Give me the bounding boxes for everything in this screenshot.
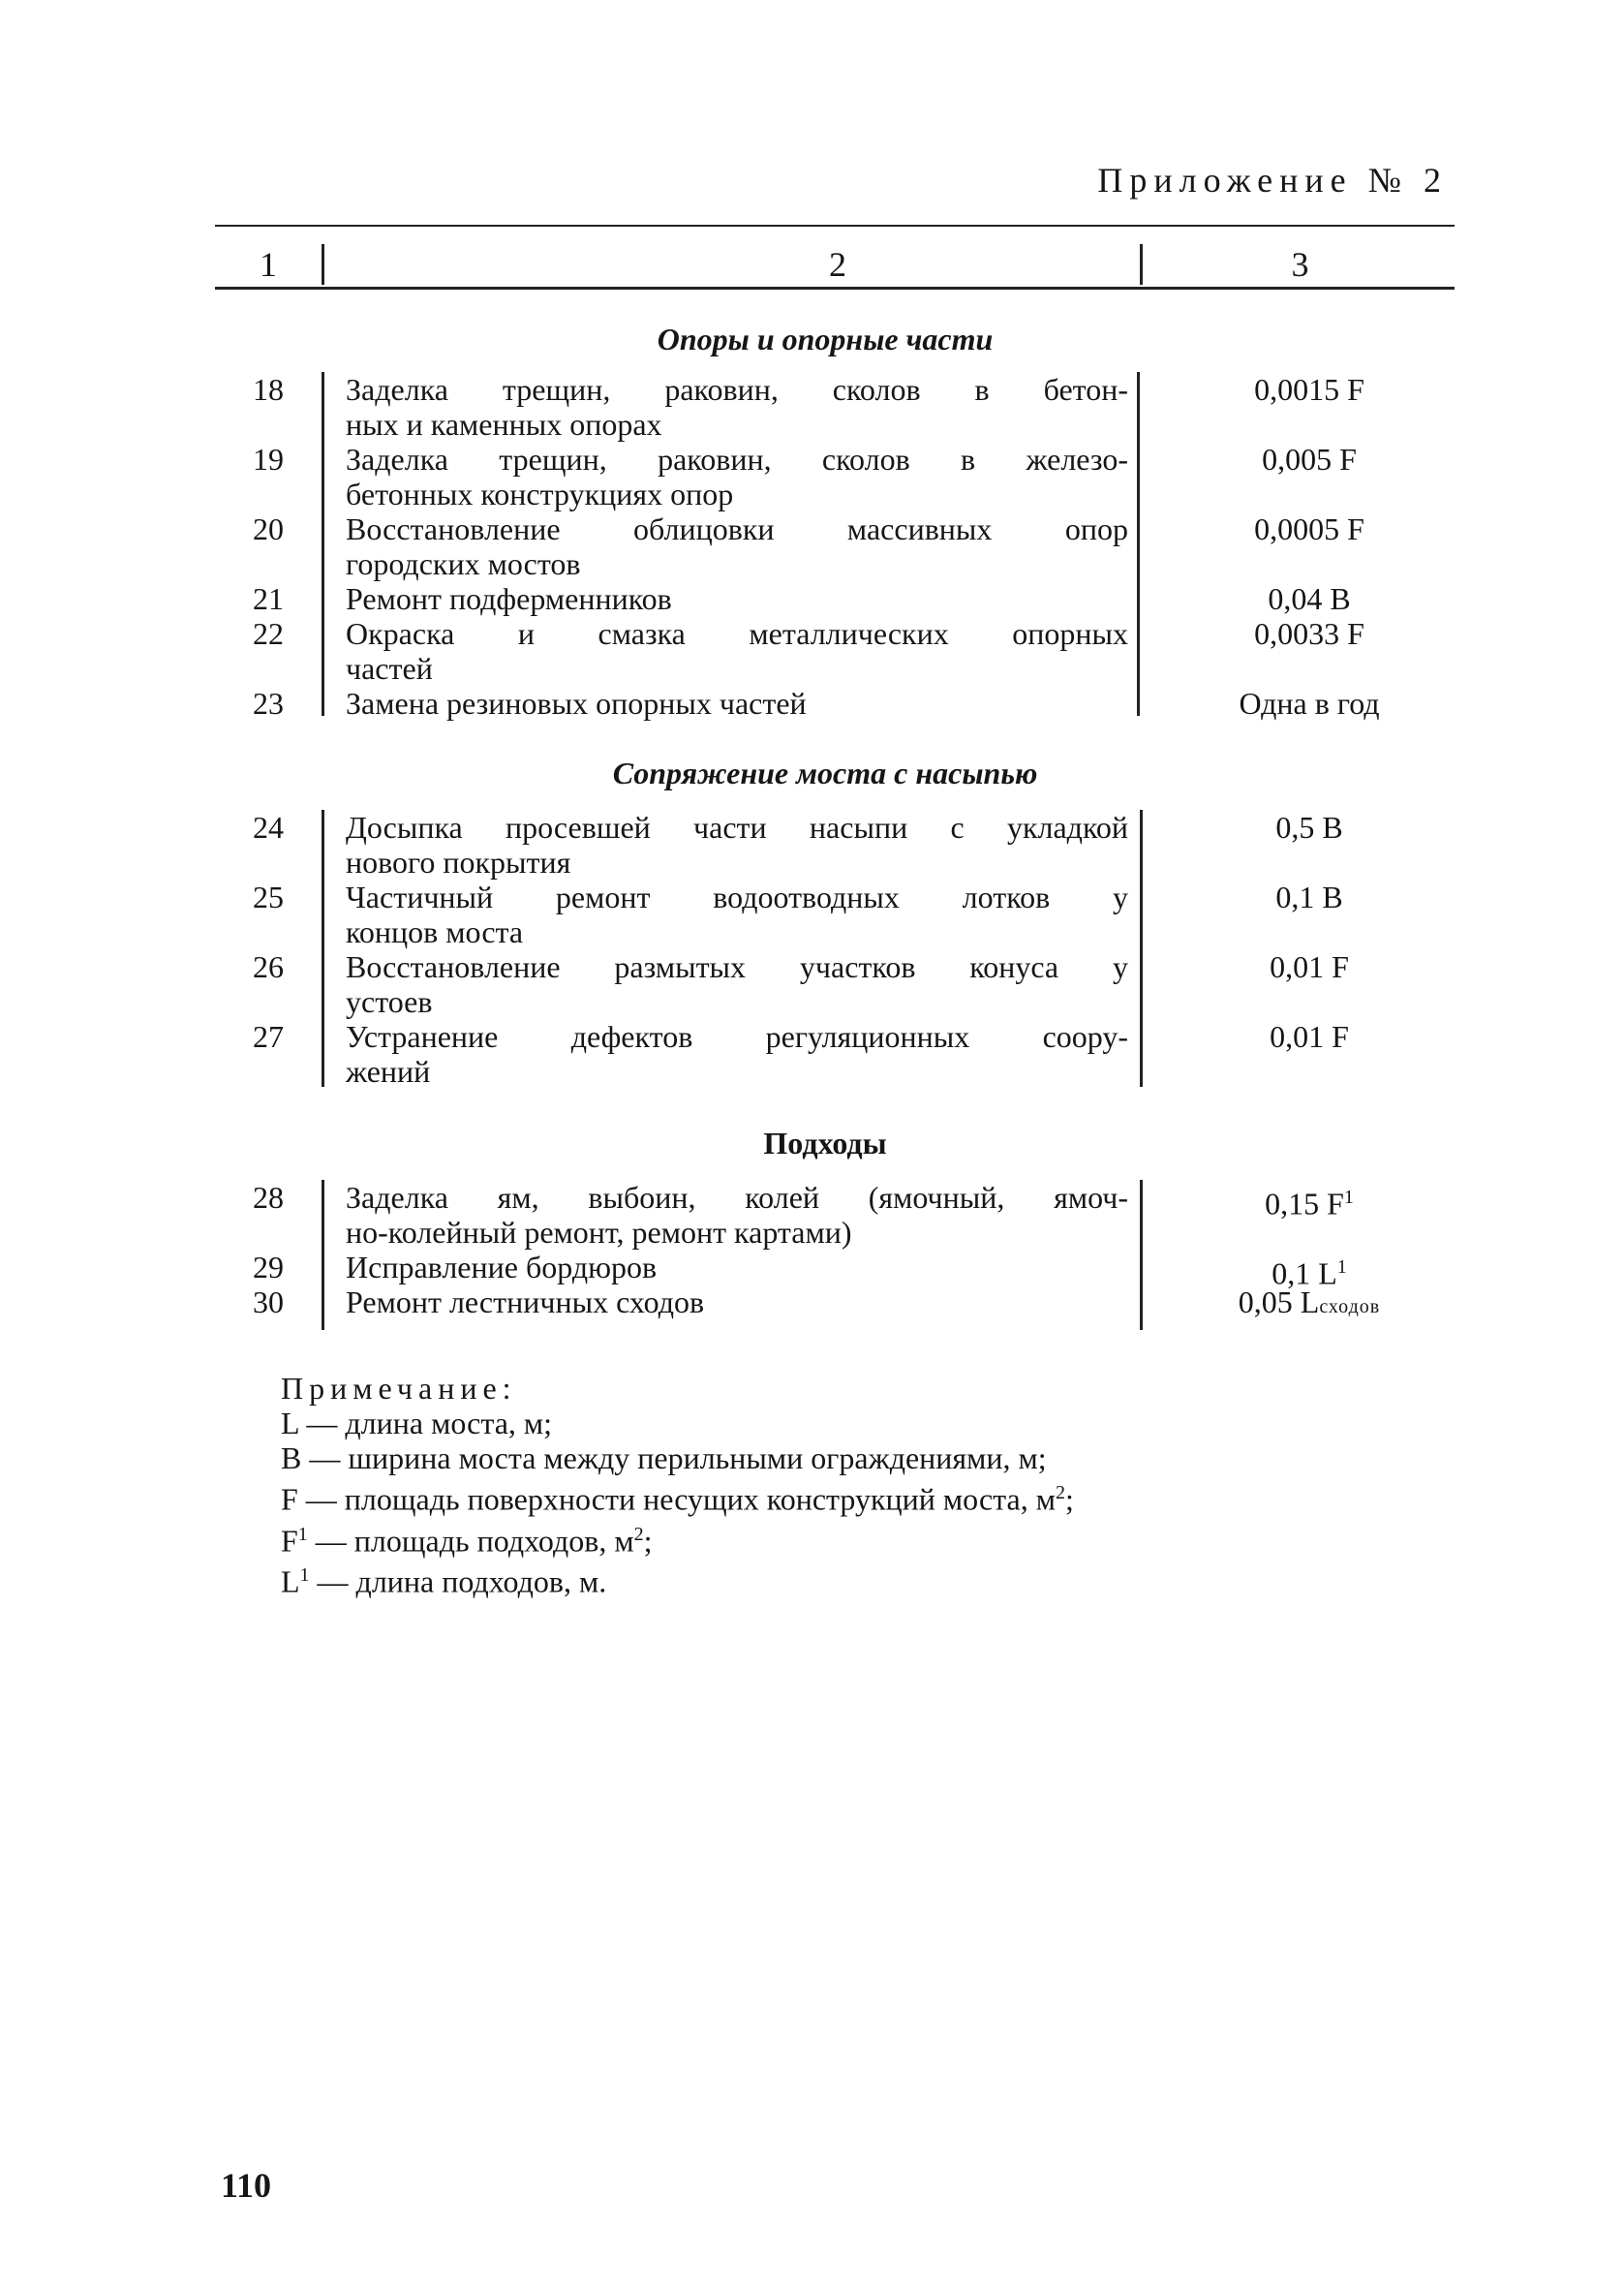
note-tail-superscript: 2 (1055, 1482, 1065, 1503)
column-header-1: 1 (215, 244, 324, 285)
note-symbol-superscript: 1 (299, 1564, 310, 1587)
row-value (1183, 1180, 1435, 1222)
row-value: 0,0005 F (1254, 511, 1364, 546)
row-value (1183, 1284, 1435, 1324)
row-number: 20 (253, 511, 284, 546)
note-item (281, 1517, 1074, 1559)
row-number: 21 (253, 581, 284, 616)
value-superscript: 1 (1336, 1256, 1347, 1278)
row-number: 28 (253, 1180, 284, 1215)
row-value: 0,005 F (1262, 442, 1357, 477)
column-divider-left (322, 1180, 324, 1330)
row-description: Исправление бордюров (346, 1250, 658, 1284)
page-header: Приложение № 2 (1097, 161, 1448, 200)
column-header-2: 2 (829, 245, 846, 284)
column-divider-right (1140, 1180, 1143, 1330)
row-description: Устранение дефектов регуляционных соору- (346, 1019, 1128, 1054)
row-number: 26 (253, 949, 284, 984)
notes-title: Примечание: (281, 1371, 517, 1406)
row-description-cont: нового покрытия (346, 845, 571, 880)
row-description: Восстановление размытых участков конуса у (346, 949, 1128, 984)
note-text: — площадь подходов, м (307, 1523, 634, 1559)
row-number: 27 (253, 1019, 284, 1054)
row-value: 0,01 F (1270, 1019, 1349, 1054)
note-text: — ширина моста между перильными ограждениями, м; (301, 1440, 1047, 1475)
column-divider-left (322, 810, 324, 1087)
row-description-cont: частей (346, 651, 433, 686)
row-description-cont: жений (346, 1054, 431, 1089)
table-column-header (215, 242, 1455, 290)
section-title: Опоры и опорные части (657, 322, 994, 356)
notes (281, 1371, 1074, 1599)
row-description-cont: ных и каменных опорах (346, 407, 662, 442)
section-title: Подходы (763, 1126, 887, 1160)
note-tail: ; (643, 1523, 653, 1559)
value-superscript: 1 (1343, 1187, 1354, 1208)
note-text: — длина подходов, м. (309, 1563, 607, 1599)
note-symbol: B (281, 1440, 302, 1475)
row-value: 0,04 B (1268, 581, 1351, 616)
note-text: — площадь поверхности несущих конструкций моста, м (297, 1481, 1056, 1517)
row-number: 29 (253, 1250, 284, 1284)
column-divider-right (1137, 372, 1140, 716)
row-value: Одна в год (1239, 686, 1380, 721)
row-number: 18 (253, 372, 284, 407)
column-header-3: 3 (1140, 244, 1457, 285)
note-item (281, 1558, 1074, 1599)
row-description: Частичный ремонт водоотводных лотков у (346, 880, 1128, 914)
value-text: 0,05 L (1238, 1284, 1320, 1319)
column-divider-right (1140, 810, 1143, 1087)
row-description: Заделка трещин, раковин, сколов в бетон- (346, 372, 1128, 407)
column-divider-left (322, 372, 324, 716)
row-description-cont: бетонных конструкциях опор (346, 477, 734, 511)
row-description: Ремонт подферменников (346, 581, 672, 616)
note-text: — длина моста, м; (298, 1406, 553, 1440)
row-number: 19 (253, 442, 284, 477)
value-subscript: сходов (1319, 1296, 1381, 1317)
table-top-rule (215, 225, 1455, 227)
row-value: 0,1 B (1275, 880, 1343, 914)
row-number: 23 (253, 686, 284, 721)
row-number: 25 (253, 880, 284, 914)
row-number: 22 (253, 616, 284, 651)
value-text: 0,1 L (1272, 1255, 1337, 1291)
page-number: 110 (221, 2166, 272, 2205)
note-tail-superscript: 2 (633, 1523, 644, 1545)
row-description: Досыпка просевшей части насыпи с укладкой (346, 810, 1128, 845)
row-description-cont: концов моста (346, 914, 524, 949)
row-description-cont: устоев (346, 984, 433, 1019)
row-description: Восстановление облицовки массивных опор (346, 511, 1128, 546)
note-symbol: L (281, 1563, 300, 1599)
row-value: 0,5 B (1275, 810, 1343, 845)
note-item (281, 1475, 1074, 1517)
section-title: Сопряжение моста с насыпью (612, 756, 1038, 790)
note-symbol: F (281, 1481, 298, 1517)
row-value: 0,0033 F (1254, 616, 1364, 651)
row-description: Замена резиновых опорных частей (346, 686, 807, 721)
row-description: Окраска и смазка металлических опорных (346, 616, 1128, 651)
note-item (281, 1440, 1074, 1475)
row-value: 0,0015 F (1254, 372, 1364, 407)
row-description-cont: городских мостов (346, 546, 581, 581)
note-symbol: F (281, 1523, 298, 1559)
row-description: Заделка ям, выбоин, колей (ямочный, ямоч- (346, 1180, 1128, 1215)
note-tail: ; (1064, 1481, 1074, 1517)
row-description-cont: но-колейный ремонт, ремонт картами) (346, 1215, 852, 1250)
note-item (281, 1406, 1074, 1440)
row-number: 30 (253, 1284, 284, 1319)
row-number: 24 (253, 810, 284, 845)
value-text: 0,15 F (1265, 1186, 1344, 1222)
row-description: Заделка трещин, раковин, сколов в железо- (346, 442, 1128, 477)
row-value: 0,01 F (1270, 949, 1349, 984)
note-symbol-superscript: 1 (297, 1523, 308, 1545)
row-description: Ремонт лестничных сходов (346, 1284, 705, 1319)
note-symbol: L (281, 1406, 299, 1440)
